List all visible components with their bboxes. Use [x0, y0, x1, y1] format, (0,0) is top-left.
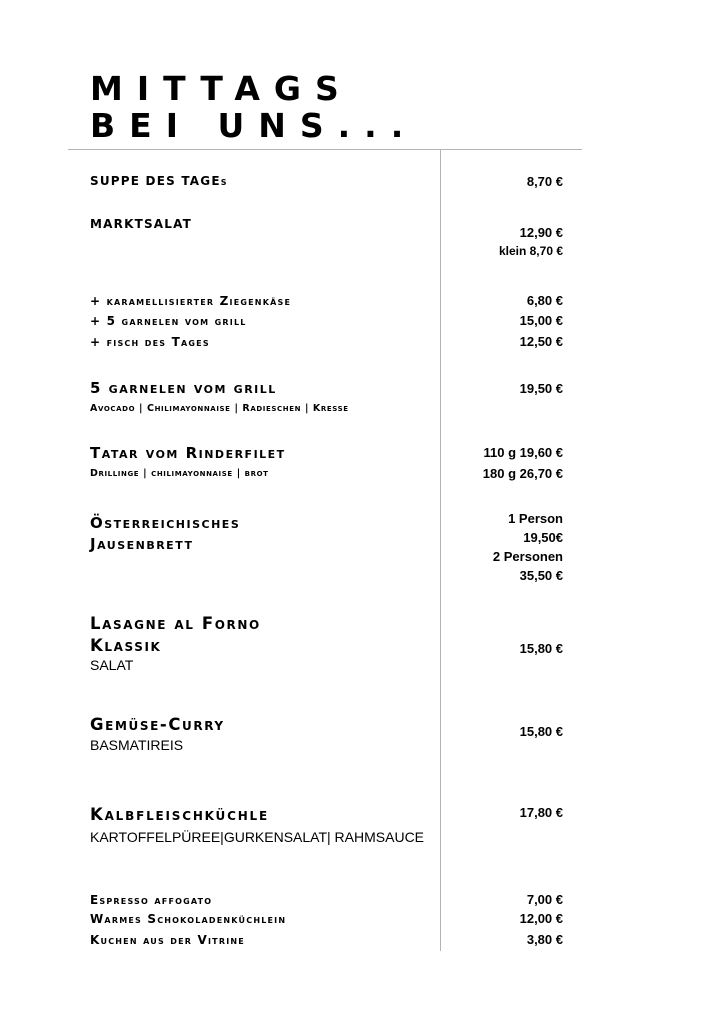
item-price-tatar-110: 110 g 19,60 €: [483, 445, 563, 460]
item-desc-tatar: Drillinge | chilimayonnaise | brot: [90, 468, 269, 479]
item-name-lasagne-2: Klassik: [90, 636, 162, 655]
item-name-garnelen: 5 garnelen vom grill: [90, 379, 277, 397]
item-name-curry: Gemüse-Curry: [90, 715, 225, 734]
dessert-name: Kuchen aus der Vitrine: [90, 933, 245, 947]
item-price-suppe: 8,70 €: [526, 174, 563, 189]
item-name-marktsalat: MARKTSALAT: [90, 217, 193, 231]
dessert-name: Warmes Schokoladenküchlein: [90, 912, 287, 926]
item-name-jausenbrett-2: Jausenbrett: [90, 535, 194, 553]
addon-name: + fisch des Tages: [90, 335, 210, 349]
title-line-1: MITTAGS: [90, 69, 353, 108]
addon-name: + 5 garnelen vom grill: [90, 314, 247, 328]
price-line: 35,50 €: [519, 568, 563, 583]
item-price-jausenbrett: [493, 509, 563, 585]
title-line-2: BEI UNS...: [90, 106, 418, 145]
dessert-price: 12,00 €: [519, 911, 563, 926]
price-line: 1 Person: [508, 511, 563, 526]
item-price-curry: 15,80 €: [519, 724, 563, 739]
item-name-tatar: Tatar vom Rinderfilet: [90, 444, 286, 462]
addon-price: 6,80 €: [526, 293, 563, 308]
price-line: 19,50€: [523, 530, 563, 545]
horizontal-divider: [68, 149, 582, 150]
dessert-price: 7,00 €: [526, 892, 563, 907]
item-name-suppe: SUPPE DES TAGEs: [90, 174, 228, 188]
item-price-tatar-180: 180 g 26,70 €: [482, 466, 563, 481]
item-desc-garnelen: Avocado | Chilimayonnaise | Radieschen | Kresse: [90, 403, 349, 414]
item-desc-kalb: KARTOFFELPÜREE|GURKENSALAT| RAHMSAUCE: [90, 829, 425, 845]
item-name-jausenbrett-1: Österreichisches: [90, 514, 241, 532]
item-name-kalb: Kalbfleischküchle: [90, 805, 269, 824]
item-price-kalb: 17,80 €: [519, 805, 563, 820]
addon-price: 15,00 €: [519, 313, 563, 328]
addon-name: + karamellisierter Ziegenkäse: [90, 294, 292, 308]
item-name-lasagne-1: Lasagne al Forno: [90, 614, 261, 633]
dessert-name: Espresso affogato: [90, 893, 213, 907]
item-price-marktsalat: 12,90 €: [519, 225, 563, 240]
item-price-marktsalat-small: klein 8,70 €: [498, 244, 563, 258]
item-desc-lasagne: SALAT: [90, 657, 134, 673]
page-title: [90, 70, 417, 144]
vertical-divider: [440, 149, 441, 951]
item-price-lasagne: 15,80 €: [519, 641, 563, 656]
price-line: 2 Personen: [492, 549, 563, 564]
item-price-garnelen: 19,50 €: [519, 381, 563, 396]
item-desc-curry: BASMATIREIS: [90, 737, 184, 753]
dessert-price: 3,80 €: [526, 932, 563, 947]
addon-price: 12,50 €: [519, 334, 563, 349]
